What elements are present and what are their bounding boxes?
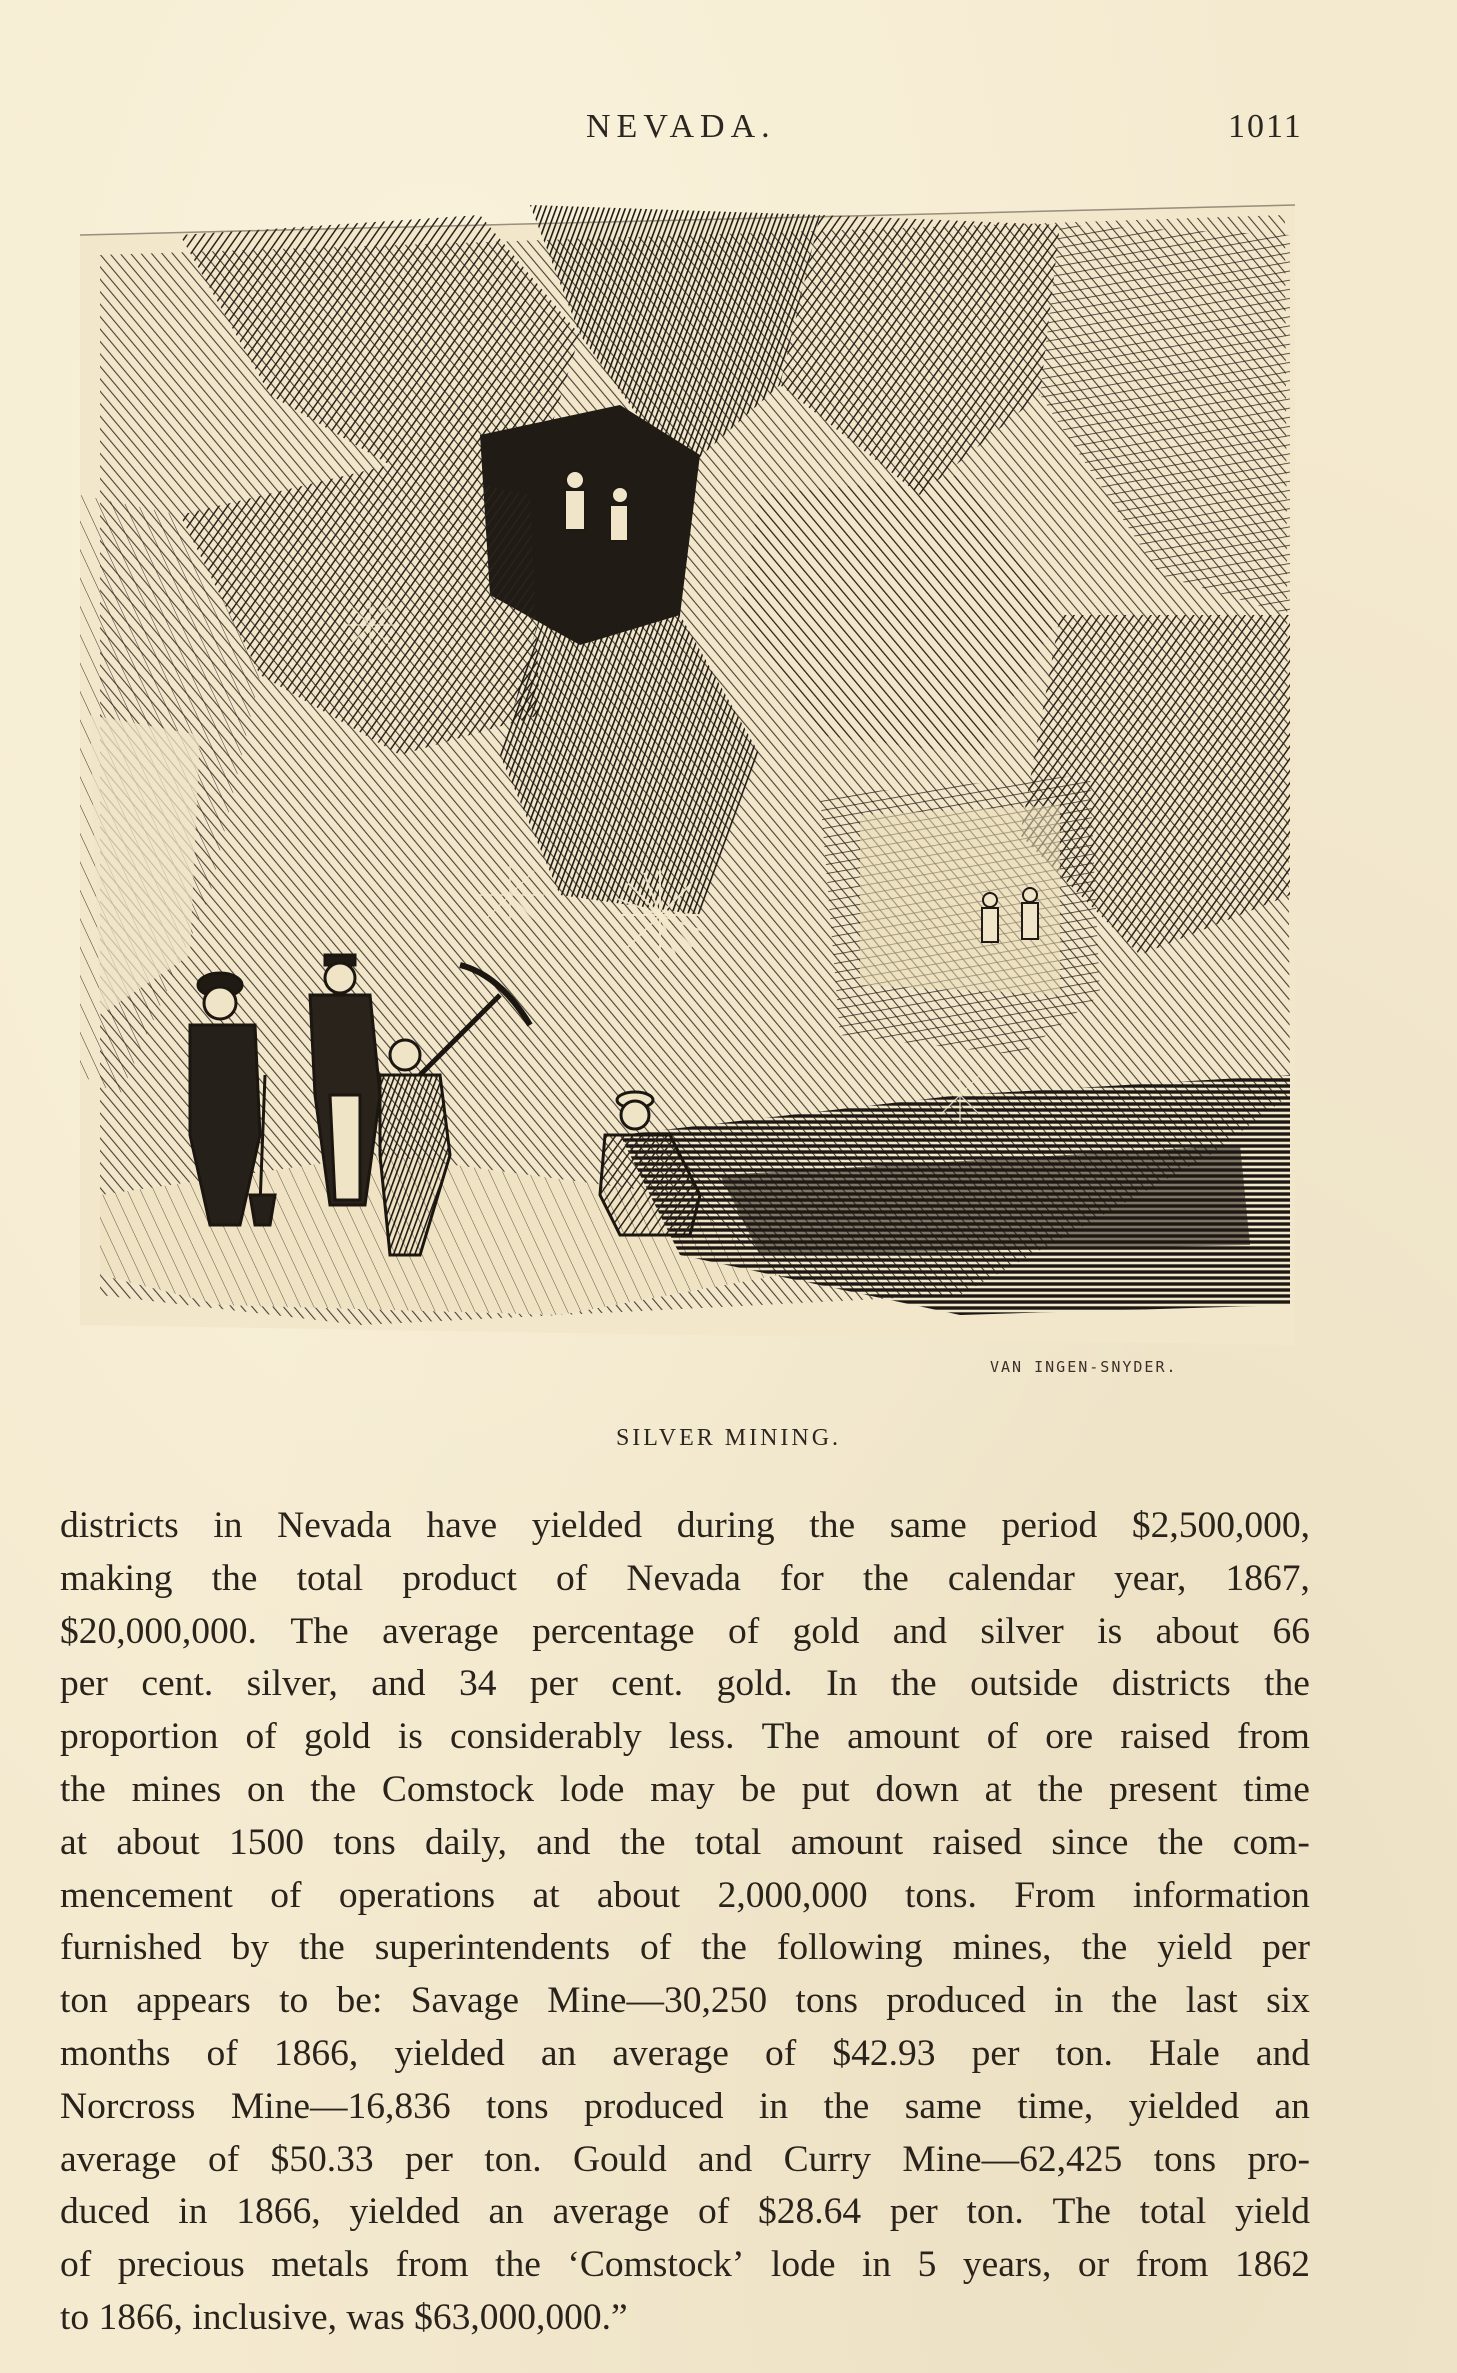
word: yielded bbox=[394, 2032, 505, 2074]
word: an bbox=[1274, 2085, 1310, 2127]
body-line bbox=[60, 1711, 1310, 1764]
word: 66 bbox=[1272, 1610, 1310, 1652]
word: the bbox=[1264, 1663, 1310, 1705]
word: about bbox=[1155, 1610, 1239, 1652]
body-line bbox=[60, 1817, 1310, 1870]
word: Norcross bbox=[60, 2085, 196, 2127]
word: period bbox=[1001, 1505, 1098, 1546]
word: the bbox=[1157, 1821, 1204, 1863]
word: the bbox=[1081, 1927, 1128, 1969]
word: and bbox=[371, 1663, 426, 1705]
word: Mine—30,250 bbox=[547, 1980, 768, 2022]
word: time, bbox=[1017, 2085, 1094, 2127]
word: produced bbox=[583, 2085, 724, 2127]
page-number: 1011 bbox=[1228, 108, 1303, 145]
word: put bbox=[801, 1768, 850, 1810]
word: year, bbox=[1113, 1557, 1187, 1599]
word: mencement bbox=[60, 1874, 233, 1916]
word: precious bbox=[117, 2244, 245, 2286]
body-line bbox=[60, 2239, 1310, 2292]
word: in bbox=[758, 2085, 789, 2127]
word: produced bbox=[886, 1980, 1026, 2022]
word: average bbox=[552, 2191, 670, 2233]
word: tons bbox=[1153, 2138, 1217, 2180]
word: ton bbox=[60, 1980, 108, 2022]
word: Hale bbox=[1148, 2032, 1220, 2074]
word: 1867, bbox=[1225, 1557, 1310, 1599]
word: $50.33 bbox=[270, 2138, 374, 2180]
word: gold bbox=[792, 1610, 860, 1652]
word: yield bbox=[1235, 2191, 1310, 2233]
word: the bbox=[1111, 1980, 1158, 2022]
word: same bbox=[904, 2085, 982, 2127]
word: is bbox=[397, 1716, 423, 1758]
body-line bbox=[60, 1764, 1310, 1817]
word: by bbox=[231, 1927, 270, 1969]
word: the bbox=[60, 1768, 106, 1810]
word: yielded bbox=[349, 2191, 460, 2233]
body-line bbox=[60, 1606, 1310, 1659]
word: Nevada bbox=[626, 1557, 741, 1599]
word: $28.64 bbox=[757, 2191, 862, 2233]
word: an bbox=[488, 2191, 524, 2233]
word: to bbox=[279, 1980, 309, 2022]
word: districts bbox=[1111, 1663, 1231, 1705]
word: raised bbox=[932, 1821, 1023, 1863]
word: cent. bbox=[141, 1663, 214, 1705]
word: pro- bbox=[1247, 2138, 1310, 2180]
word: calendar bbox=[947, 1557, 1075, 1599]
word: gold bbox=[303, 1716, 371, 1758]
word: of bbox=[245, 1716, 277, 1758]
word: in bbox=[178, 2191, 208, 2233]
word: The bbox=[1052, 2191, 1111, 2233]
word: in bbox=[861, 2244, 892, 2286]
word: making bbox=[60, 1557, 173, 1599]
word: same bbox=[889, 1505, 967, 1546]
word: The bbox=[290, 1610, 349, 1652]
word: information bbox=[1132, 1874, 1310, 1916]
word: Mine—16,836 bbox=[230, 2085, 451, 2127]
word: of bbox=[697, 2191, 730, 2233]
word: amount bbox=[847, 1716, 960, 1758]
word: duced bbox=[60, 2191, 150, 2233]
word: yielded bbox=[1128, 2085, 1240, 2127]
word: at bbox=[60, 1821, 88, 1863]
word: months bbox=[60, 2032, 171, 2074]
body-line bbox=[60, 2134, 1310, 2187]
word: the bbox=[862, 1557, 909, 1599]
word: per bbox=[971, 2032, 1020, 2074]
body-text bbox=[60, 1500, 1310, 2345]
word: $42.93 bbox=[832, 2032, 936, 2074]
word: be: bbox=[336, 1980, 383, 2022]
word: at bbox=[532, 1874, 560, 1916]
word: the bbox=[1037, 1768, 1084, 1810]
word: down bbox=[875, 1768, 959, 1810]
word: In bbox=[826, 1663, 858, 1705]
word: tons bbox=[486, 2085, 549, 2127]
body-line bbox=[60, 2028, 1310, 2081]
word: gold. bbox=[716, 1663, 793, 1705]
running-head bbox=[0, 108, 1457, 158]
word: the bbox=[619, 1821, 666, 1863]
word: 2,000,000 bbox=[717, 1874, 868, 1916]
word: have bbox=[426, 1505, 498, 1546]
word: the bbox=[495, 2244, 541, 2286]
word: operations bbox=[338, 1874, 496, 1916]
word: last bbox=[1185, 1980, 1238, 2022]
word: and bbox=[698, 2138, 753, 2180]
word: Savage bbox=[410, 1980, 519, 2022]
word: product bbox=[402, 1557, 517, 1599]
word: may bbox=[650, 1768, 715, 1810]
word: in bbox=[213, 1505, 243, 1546]
body-line bbox=[60, 1553, 1310, 1606]
body-line bbox=[60, 1975, 1310, 2028]
word: of bbox=[556, 1557, 588, 1599]
word: total bbox=[694, 1821, 762, 1863]
word: 1862 bbox=[1234, 2244, 1310, 2286]
word: from bbox=[395, 2244, 469, 2286]
body-line bbox=[60, 1922, 1310, 1975]
word: about bbox=[116, 1821, 200, 1863]
word: average bbox=[612, 2032, 729, 2074]
word: from bbox=[1237, 1716, 1310, 1758]
word: $20,000,000. bbox=[60, 1610, 257, 1652]
word: per bbox=[60, 1663, 108, 1705]
word: the bbox=[890, 1663, 937, 1705]
word: the bbox=[211, 1557, 258, 1599]
word: is bbox=[1097, 1610, 1123, 1652]
word: the bbox=[701, 1927, 747, 1969]
word: of bbox=[60, 2244, 92, 2286]
word: mines, bbox=[952, 1927, 1052, 1969]
word: average bbox=[60, 2138, 177, 2180]
word: or bbox=[1077, 2244, 1110, 2286]
word: tons. bbox=[904, 1874, 977, 1916]
word: following bbox=[776, 1927, 923, 1969]
word: lode bbox=[559, 1768, 625, 1810]
word: ton. bbox=[966, 2191, 1024, 2233]
word: superintendents bbox=[374, 1927, 611, 1969]
word: metals bbox=[271, 2244, 370, 2286]
word: of bbox=[206, 2032, 238, 2074]
word: com- bbox=[1232, 1821, 1310, 1863]
word: 1500 bbox=[228, 1821, 304, 1863]
word: be bbox=[740, 1768, 776, 1810]
word: daily, bbox=[425, 1821, 507, 1863]
word: and bbox=[1255, 2032, 1310, 2074]
word: six bbox=[1266, 1980, 1310, 2022]
word: Curry bbox=[783, 2138, 872, 2180]
word: Gould bbox=[572, 2138, 667, 2180]
figure-caption: SILVER MINING. bbox=[615, 1425, 842, 1451]
word: per bbox=[1262, 1927, 1310, 1969]
word: proportion bbox=[60, 1716, 219, 1758]
word: yield bbox=[1157, 1927, 1233, 1969]
word: 5 bbox=[917, 2244, 937, 2286]
word: furnished bbox=[60, 1927, 202, 1969]
word: silver, bbox=[246, 1663, 338, 1705]
word: lode bbox=[770, 2244, 836, 2286]
word: per bbox=[889, 2191, 938, 2233]
word: yielded bbox=[531, 1505, 643, 1546]
word: From bbox=[1014, 1874, 1096, 1916]
word: an bbox=[540, 2032, 577, 2074]
word: years, bbox=[962, 2244, 1052, 2286]
word: total bbox=[296, 1557, 364, 1599]
word: time bbox=[1243, 1768, 1310, 1810]
word: of bbox=[727, 1610, 760, 1652]
word: 1866, bbox=[236, 2191, 321, 2233]
silver-mining-engraving bbox=[60, 195, 1310, 1385]
word: Comstock bbox=[381, 1768, 535, 1810]
word: 1866, bbox=[273, 2032, 359, 2074]
word: appears bbox=[136, 1980, 251, 2022]
word: in bbox=[1054, 1980, 1084, 2022]
word: on bbox=[247, 1768, 285, 1810]
word: mines bbox=[131, 1768, 222, 1810]
word: ton. bbox=[484, 2138, 542, 2180]
word: of bbox=[270, 1874, 302, 1916]
word: ton. bbox=[1055, 2032, 1113, 2074]
word: per bbox=[405, 2138, 453, 2180]
word: tons bbox=[795, 1980, 858, 2022]
word: per bbox=[529, 1663, 578, 1705]
word: average bbox=[382, 1610, 499, 1652]
body-line bbox=[60, 2081, 1310, 2134]
word: and bbox=[536, 1821, 591, 1863]
body-line bbox=[60, 1500, 1310, 1553]
word: considerably bbox=[450, 1716, 642, 1758]
word: total bbox=[1139, 2191, 1207, 2233]
word: and bbox=[892, 1610, 947, 1652]
word: less. bbox=[668, 1716, 735, 1758]
word: of bbox=[207, 2138, 240, 2180]
word: the bbox=[823, 2085, 870, 2127]
word: percentage bbox=[532, 1610, 695, 1652]
word: amount bbox=[790, 1821, 904, 1863]
word: of bbox=[765, 2032, 797, 2074]
engraver-signature: VAN INGEN-SNYDER. bbox=[990, 1358, 1178, 1376]
body-line bbox=[60, 1658, 1310, 1711]
word: ‘Comstock’ bbox=[567, 2244, 745, 2286]
word: the bbox=[310, 1768, 357, 1810]
word: ore bbox=[1045, 1716, 1094, 1758]
body-line bbox=[60, 2186, 1310, 2239]
word: $2,500,000, bbox=[1131, 1505, 1310, 1546]
word: of bbox=[639, 1927, 672, 1969]
word: silver bbox=[980, 1610, 1064, 1652]
word: since bbox=[1051, 1821, 1129, 1863]
word: about bbox=[596, 1874, 681, 1916]
body-line bbox=[60, 1870, 1310, 1923]
word: at bbox=[984, 1768, 1012, 1810]
word: of bbox=[986, 1716, 1019, 1758]
word: the bbox=[809, 1505, 856, 1546]
word: present bbox=[1109, 1768, 1218, 1810]
word: districts bbox=[60, 1505, 179, 1546]
word: for bbox=[780, 1557, 824, 1599]
body-line-last: to 1866, inclusive, was $63,000,000.” bbox=[60, 2296, 628, 2338]
word: outside bbox=[970, 1663, 1079, 1705]
word: during bbox=[676, 1505, 775, 1546]
word: Nevada bbox=[277, 1505, 392, 1546]
word: cent. bbox=[611, 1663, 684, 1705]
word: tons bbox=[333, 1821, 396, 1863]
word: the bbox=[298, 1927, 345, 1969]
word: The bbox=[761, 1716, 820, 1758]
word: raised bbox=[1120, 1716, 1210, 1758]
word: Mine—62,425 bbox=[902, 2138, 1123, 2180]
running-head-title: NEVADA. bbox=[586, 108, 776, 145]
word: 34 bbox=[458, 1663, 497, 1705]
word: from bbox=[1135, 2244, 1209, 2286]
